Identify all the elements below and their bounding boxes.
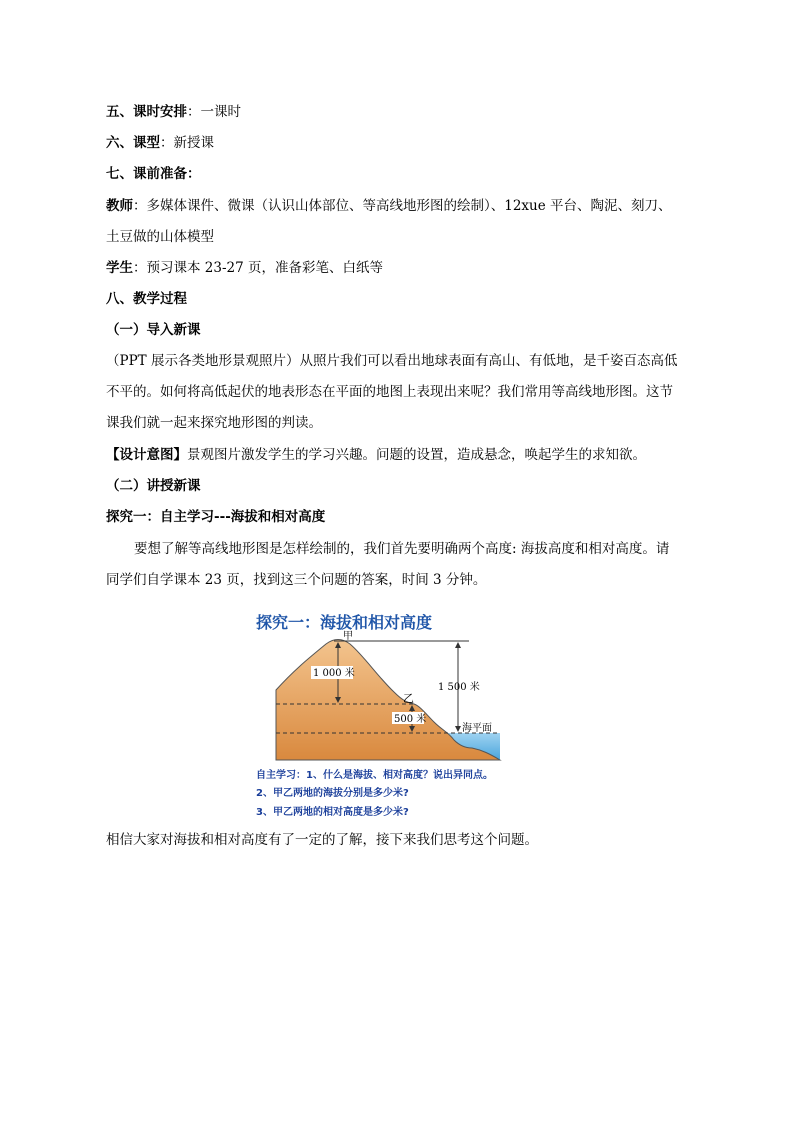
label-jia: 甲	[343, 631, 353, 642]
section-5-label: 五、课时安排	[106, 104, 187, 120]
intro-para-2: 不平的。如何将高低起伏的地表形态在平面的地图上表现出来呢？我们常用等高线地形图。这节	[106, 384, 673, 400]
section-8-label: 八、教学过程	[106, 291, 187, 307]
design-intent	[106, 446, 646, 464]
section-6-label: 六、课型	[106, 135, 160, 151]
label-500: 500 米	[394, 714, 427, 725]
student-line	[106, 259, 383, 277]
design-intent-text: 景观图片激发学生的学习兴趣。问题的设置，造成悬念，唤起学生的求知欲。	[187, 447, 646, 463]
explore-1-para-1: 要想了解等高线地形图是怎样绘制的，我们首先要明确两个高度: 海拔高度和相对高度。请	[134, 541, 670, 557]
teacher-label: 教师	[106, 198, 133, 214]
section-5	[106, 103, 241, 121]
explore-1-para-2: 同学们自学课本 23 页，找到这三个问题的答案，时间 3 分钟。	[106, 572, 487, 588]
teacher-line-1	[106, 197, 672, 215]
explore-1-heading: 探究一：自主学习---海拔和相对高度	[106, 509, 326, 525]
section-5-text: ：一课时	[187, 104, 241, 120]
altitude-figure	[254, 608, 544, 823]
intro-heading: （一）导入新课	[106, 322, 201, 338]
teach-heading: （二）讲授新课	[106, 478, 201, 494]
intro-para-1: （PPT 展示各类地形景观照片）从照片我们可以看出地球表面有高山、有低地，是千姿百态高低	[106, 353, 678, 369]
section-6	[106, 134, 214, 152]
intro-para-3: 课我们就一起来探究地形图的判读。	[106, 415, 322, 431]
label-1500: 1 500 米	[438, 682, 480, 693]
figure-title: 探究一：海拔和相对高度	[256, 613, 433, 632]
section-6-text: ：新授课	[160, 135, 214, 151]
section-7-label: 七、课前准备：	[106, 166, 201, 182]
student-label: 学生	[106, 260, 133, 276]
figure-question-2: 2、甲乙两地的海拔分别是多少米?	[256, 788, 409, 799]
label-sea-level: 海平面	[462, 723, 492, 734]
label-yi: 乙	[403, 692, 414, 705]
figure-question-3: 3、甲乙两地的相对高度是多少米?	[256, 807, 409, 818]
teacher-text-1: ：多媒体课件、微课（认识山体部位、等高线地形图的绘制）、12xue 平台、陶泥、刻刀、	[133, 198, 672, 214]
teacher-line-2: 土豆做的山体模型	[106, 229, 214, 245]
student-text: ：预习课本 23-27 页，准备彩笔、白纸等	[133, 260, 384, 276]
label-1000: 1 000 米	[313, 668, 355, 679]
figure-question-1: 自主学习：1、什么是海拔、相对高度？说出异同点。	[256, 770, 493, 781]
design-intent-label: 【设计意图】	[106, 447, 187, 463]
closing-text: 相信大家对海拔和相对高度有了一定的了解，接下来我们思考这个问题。	[106, 832, 538, 848]
